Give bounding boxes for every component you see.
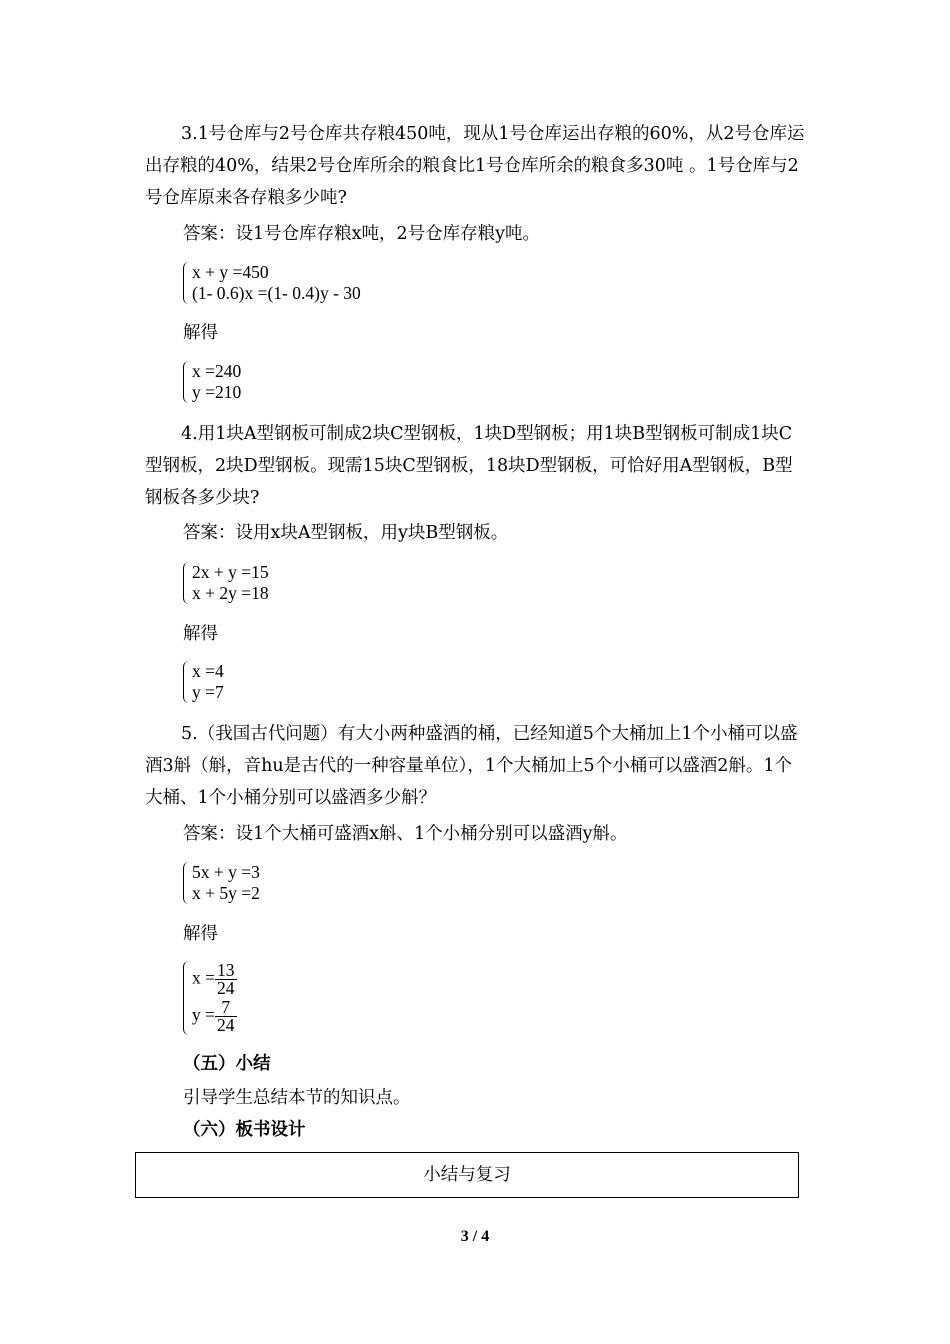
left-brace xyxy=(183,661,191,703)
summary-heading: （五）小结 xyxy=(183,1054,271,1074)
solution-lhs: y = xyxy=(192,1004,215,1025)
left-brace xyxy=(183,961,191,1035)
solution-fraction-line xyxy=(192,962,237,997)
problem-5-solve-label: 解得 xyxy=(183,924,218,944)
equation-line: 2x + y =15 xyxy=(192,562,269,582)
problem-5-question: 5.（我国古代问题）有大小两种盛酒的桶，已经知道5个大桶加上1个小桶可以盛酒3斛（斛，音hu是古代的一种容量单位），1个大桶加上5个小桶可以盛酒2斛。1个大桶、1个小桶分别可以盛酒多少斛？ xyxy=(145,724,798,808)
solution-line: x =240 xyxy=(192,361,242,381)
left-brace xyxy=(183,361,191,403)
fraction-denominator: 24 xyxy=(217,978,235,998)
problem-4-solve-label: 解得 xyxy=(183,624,218,644)
solution-lhs: x = xyxy=(192,967,215,988)
problem-5-answer: 答案：设1个大桶可盛酒x斛、1个小桶分别可以盛酒y斛。 xyxy=(183,824,628,844)
problem-4-answer: 答案：设用x块A型钢板，用y块B型钢板。 xyxy=(183,523,509,543)
solution-line: x =4 xyxy=(192,661,224,681)
fraction-denominator: 24 xyxy=(217,1015,235,1035)
board-design-box xyxy=(135,1152,799,1198)
solution-line: y =7 xyxy=(192,682,224,702)
solution-line: y =210 xyxy=(192,382,242,402)
fraction xyxy=(215,962,237,997)
equation-line: x + 5y =2 xyxy=(192,883,260,903)
fraction-numerator: 13 xyxy=(217,960,235,980)
equation-line: x + y =450 xyxy=(192,262,269,282)
summary-text: 引导学生总结本节的知识点。 xyxy=(183,1088,411,1108)
problem-3-question: 3.1号仓库与2号仓库共存粮450吨，现从1号仓库运出存粮的60%，从2号仓库运出存粮的40%，结果2号仓库所余的粮食比1号仓库所余的粮食多30吨 。1号仓库与2号仓库原来各存粮多少吨? xyxy=(145,124,805,208)
fraction-numerator: 7 xyxy=(215,999,237,1017)
problem-3-solve-label: 解得 xyxy=(183,323,218,343)
left-brace xyxy=(183,562,191,604)
left-brace xyxy=(183,862,191,904)
board-heading: （六）板书设计 xyxy=(183,1120,306,1140)
problem-3-answer: 答案：设1号仓库存粮x吨，2号仓库存粮y吨。 xyxy=(183,224,541,244)
equation-line: (1- 0.6)x =(1- 0.4)y - 30 xyxy=(192,283,361,303)
left-brace xyxy=(183,262,191,304)
fraction xyxy=(215,999,237,1034)
problem-4-question: 4.用1块A型钢板可制成2块C型钢板，1块D型钢板；用1块B型钢板可制成1块C型钢板，2块D型钢板。现需15块C型钢板，18块D型钢板，可恰好用A型钢板，B型钢板各多少块? xyxy=(145,424,793,508)
equation-line: 5x + y =3 xyxy=(192,862,260,882)
solution-fraction-line xyxy=(192,999,237,1034)
board-design-title: 小结与复习 xyxy=(423,1165,511,1185)
page-number: 3 / 4 xyxy=(460,1228,490,1245)
equation-line: x + 2y =18 xyxy=(192,583,269,603)
